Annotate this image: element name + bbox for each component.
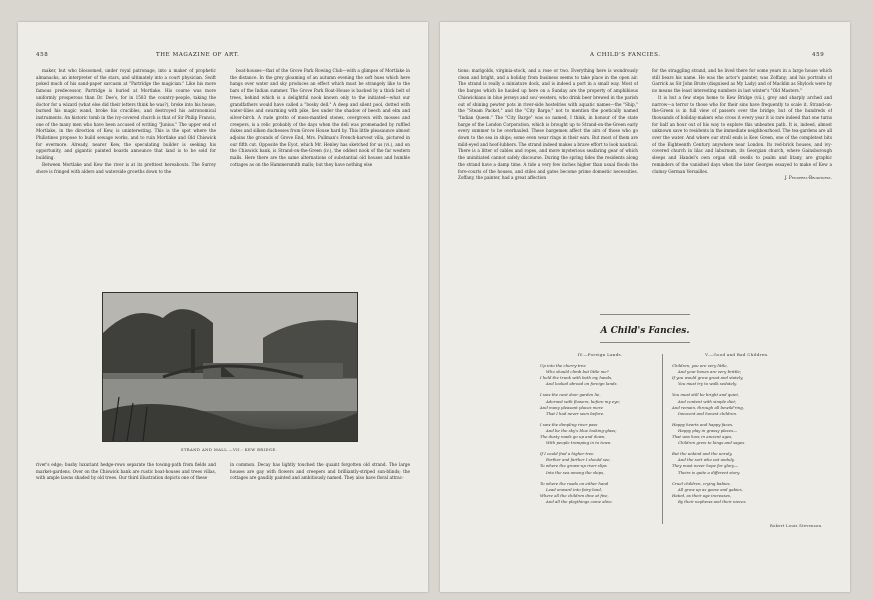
poem-line: That I had never seen before. — [546, 410, 605, 416]
poem-line: If I could find a higher tree — [540, 451, 594, 457]
poem-author: Robert Louis Stevenson. — [770, 524, 823, 528]
poem-line: Cruel children, crying babies, — [672, 480, 731, 486]
right-col2 — [652, 68, 832, 308]
article-signature: J. Penderel-Brodhurst. — [784, 175, 832, 181]
poem-stanza — [540, 392, 660, 416]
poem-divider — [662, 354, 663, 524]
poem-line: All grow up as geese and gabies, — [678, 486, 743, 492]
poem-line: Up into the cherry-tree — [540, 363, 586, 369]
page-number-right: 459 — [812, 52, 825, 58]
poem-line: And content with simple diet; — [678, 398, 737, 404]
poem-line: And remain, through all bewild'ring, — [672, 404, 745, 410]
paragraph: It is but a few steps home to Kew Bridge (vii.), grey and sharply arched and narrow—a terror to those who for their sins have frequently to scale it. Strand-on-the-Green is in full view of passers over the bridge; but of the hundreds of thousands of holiday-makers who cross it every year it is rare indeed that one turns for half an hour out of his way to explore this unbeaten path. It is, indeed, almost unknown save to residents in the immediate neighbourhood. The tea-gardens are all over the water. And where our stroll ends is Kew Green, one of the completest bits of the Eighteenth Century anywhere near London. Its red-brick houses, and ivy-covered church in lilac and laburnum, its Georgian church, where Gainsborough sleeps and Handel's own organ still swells to psalm and litany, are graphic reminders of the vanished days when the later Georges essayed to make of Kew a clumsy German Versailles. — [652, 94, 832, 174]
poem-stanza — [672, 392, 802, 416]
page-number-left: 458 — [36, 52, 49, 58]
poem-line: And all the playthings come alive. — [546, 498, 613, 504]
paragraph: boat-houses—that of the Grove Park Rowing Club—with a glimpse of Mortlake in the distance. In the grey gloaming of an autumn evening the soft hues which here hangs over water and sky produces an effect which must be strangely like to the bars of the Indian summer. The Grove Park Boat-House is backed by a thick belt of trees, behind which is a delightful nook known only to the initiated—what our grandfathers would have called a "bosky dell." A deep and silent pool, dotted with water-lilies and swarming with pike, lies under the shadow of beech and elm and silver-birch. A rude grotto of moss-mantled stones, overgrown with mosses and creepers, is a relic probably of the days when the dell was promenaded by ruffled dukes and silken duchesses from Grove House hard by. This little pleasaunce almost adjoins the grounds of Grove End, Mrs. Pullman's French-harvest villa, pictured in our fifth cut. Opposite the Eyot, which Mr. Henley has sketched for us (vi.), and on the Chiswick bank, is Strand-on-the-Green (iv.), the oddest nook of the far western malls. Here there are the same alternations of substantial old houses and humble cottages as on the Hammersmith malls; but they have nothing else — [230, 68, 410, 167]
poem-line: And many pleasant places more — [540, 404, 603, 410]
poem-line: You must still be bright and quiet, — [672, 392, 740, 398]
poem-line: Adorned with flowers, before my eye; — [546, 398, 621, 404]
paragraph: maker, but who blossomed, under royal patronage, into a maker of prophetic almanacks, an interpreter of the stars, and ultimately into a court physician. Swift poked much of his sand-paper sarcasm at "Partridge the magician." Like his more famous predecessor, Partridge is buried at Mortlake. His course was more uniformly prosperous than Dr. Dee's, for in 1583 the country-people, taking the doctor for a wizard (what else did their letters think he was?), broke into his house, burned his magic wand, broke his crucibles, and destroyed his astronomical instruments. An historic tomb in the ivy-covered church is that of Sir Philip Francis, one of the many men who have been accused of writing "Junius." The upper end of Mortlake, in the direction of Kew, is uninteresting. This is the spot where the Philistines propose to build sewage works, and to ruin Mortlake and Old Chiswick for evermore. Already, nearer Kew, the speculating builder is seeking his opportunity, and gigantic painted boards announce that land is to be sold for building. — [36, 68, 216, 161]
poem-foreign-lands — [540, 352, 660, 510]
poem-line: Hated, as their age increases, — [672, 492, 732, 498]
paragraph: river's edge; bushy luxuriant hedge-rows separate the towing-path from fields and market-gardens. Over on the Chiswick bank are rustic boat-houses and trees villas, with ample lawns shaded by old trees. Our third illustration depicts one of these — [36, 462, 216, 481]
poem-line: Children, you are very little, — [672, 363, 728, 369]
poem-line: But the unkind and the unruly, — [672, 451, 733, 457]
poem-line: Farther and farther I should see, — [546, 457, 611, 463]
poem-stanza — [672, 451, 802, 475]
poem-line: Children grew to kings and sages. — [678, 440, 746, 446]
poem-line: Into the sea among the ships, — [546, 469, 605, 475]
poem-stanza — [672, 422, 802, 446]
poem-line: And be the sky's blue looking-glass; — [546, 427, 617, 433]
poem-line: That was how, in ancient ages, — [672, 434, 733, 440]
poem-line: Lead onward into fairy-land, — [546, 486, 603, 492]
poem-stanza — [672, 481, 802, 505]
left-col1-bottom — [36, 462, 216, 518]
poem-title: A Child's Fancies. — [600, 326, 690, 336]
paragraph: Between Mortlake and Kew the river is at its prettiest hereabouts. The Surrey shore is fringed with alders and waterside growths down to the — [36, 161, 216, 174]
paragraph: for the straggling strand, and he lived there for some years in a large house which still bears his name. He was the actor's painter, was Zoffany; and his portraits of Garrick as Sir John Brute (disguised as My Lady) and of Macklin as Shylock were by no means the least interesting numbers in last winter's "Old Masters." — [652, 68, 832, 94]
poem-line: The dusty roads go up and down, — [540, 434, 606, 440]
left-col2-bottom — [230, 462, 410, 518]
running-head-left: THE MAGAZINE OF ART. — [156, 52, 240, 58]
illustration-kew-bridge — [102, 292, 358, 442]
poem-line: With people tramping in to town. — [546, 440, 612, 446]
paragraph: tions: marigolds, virginia-stock, and a rose or two. Everything here is wondrously clean and bright, and a holiday from business seems to take place in the open air. The strand is really a miniature dock, and is indeed a port in a small way. Most of the barges which lie hauled up here on a Sunday are the property of amphibious Chiswickians in blue jerseys and sou'-westers, who drink beer brewed in the parish out of shining pewter pots in river-side hostelries with aquatic names—the "Ship," the "Steam Packet," and the "City Barge," not to mention the poetically named "Indian Queen." The "City Barge" was so named, I think, in honour of the state barge of the London Corporation, which is brought up to Strand-on-the-Green early every summer to be overhauled. These bargemen affect the airs of those who go down to the sea in ships; some even wear rings in their ears. But most of them are mild-eyed and hoof-lubbers. The strand indeed makes a brave effort to look nautical. There is a litter of cables and ropes, and more mysterious seafaring gear of which the uninitiated cannot safely discourse. During the spring tides the residents along the strand have a damp time. A tide a very few inches higher than usual floods the fore-courts of the houses, and stiles and gates become prime domestic necessities. Zoffany, the painter, had a great affection — [458, 68, 638, 181]
poem-line: And looked abroad on foreign lands. — [546, 381, 618, 387]
poem-line: I held the trunk with both my hands, — [540, 375, 613, 381]
poem-line: To where the roads on either hand — [540, 480, 609, 486]
poem-line: And the sort who eat unduly, — [678, 457, 735, 463]
poem-line: I saw the dimpling river pass — [540, 421, 598, 427]
poem-line: By their nephews and their nieces. — [678, 498, 747, 504]
poem-line: If you would grow great and stately, — [672, 375, 744, 381]
divider — [600, 342, 690, 343]
poem-stanza — [540, 451, 660, 475]
poem-good-and-bad-children — [672, 352, 802, 510]
poem-heading: V.—Good and Bad Children. — [705, 352, 769, 357]
poem-line: Who should climb but little me? — [546, 369, 609, 375]
paragraph: in common. Decay has lightly touched the quaint forgotten old strand. The large houses are gay with flowers and creepers and brilliantly-striped sun-blinds; the cottages are gaudily painted and ambitiously named. They also have floral attrac- — [230, 462, 410, 481]
right-page — [440, 22, 850, 592]
poem-line: You must try to walk sedately. — [678, 381, 737, 387]
left-col2-top — [230, 68, 410, 278]
illustration-caption: STRAND AND MALL.—VII.: KEW BRIDGE. — [180, 447, 278, 452]
poem-line: Innocent and honest children. — [678, 410, 738, 416]
left-page — [18, 22, 428, 592]
poem-stanza — [540, 422, 660, 446]
poem-stanza — [672, 363, 802, 387]
running-head-right: A CHILD'S FANCIES. — [590, 52, 661, 58]
poem-line: They must never hope for glory— — [672, 463, 739, 469]
poem-line: I saw the next door garden lie, — [540, 392, 601, 398]
poem-stanza — [540, 363, 660, 387]
poem-line: And your bones are very brittle; — [678, 369, 742, 375]
right-col1 — [458, 68, 638, 298]
poem-stanza — [540, 481, 660, 505]
divider — [600, 314, 690, 315]
poem-line: Theirs is quite a different story. — [678, 469, 741, 475]
left-col1-top — [36, 68, 216, 278]
poem-heading: IV.—Foreign Lands. — [577, 352, 623, 357]
poem-line: To where the grown-up river slips — [540, 463, 607, 469]
poem-line: Happy play in grassy places— — [678, 427, 738, 433]
poem-line: Where all the children dine at five, — [540, 492, 609, 498]
poem-line: Happy hearts and happy faces, — [672, 421, 734, 427]
